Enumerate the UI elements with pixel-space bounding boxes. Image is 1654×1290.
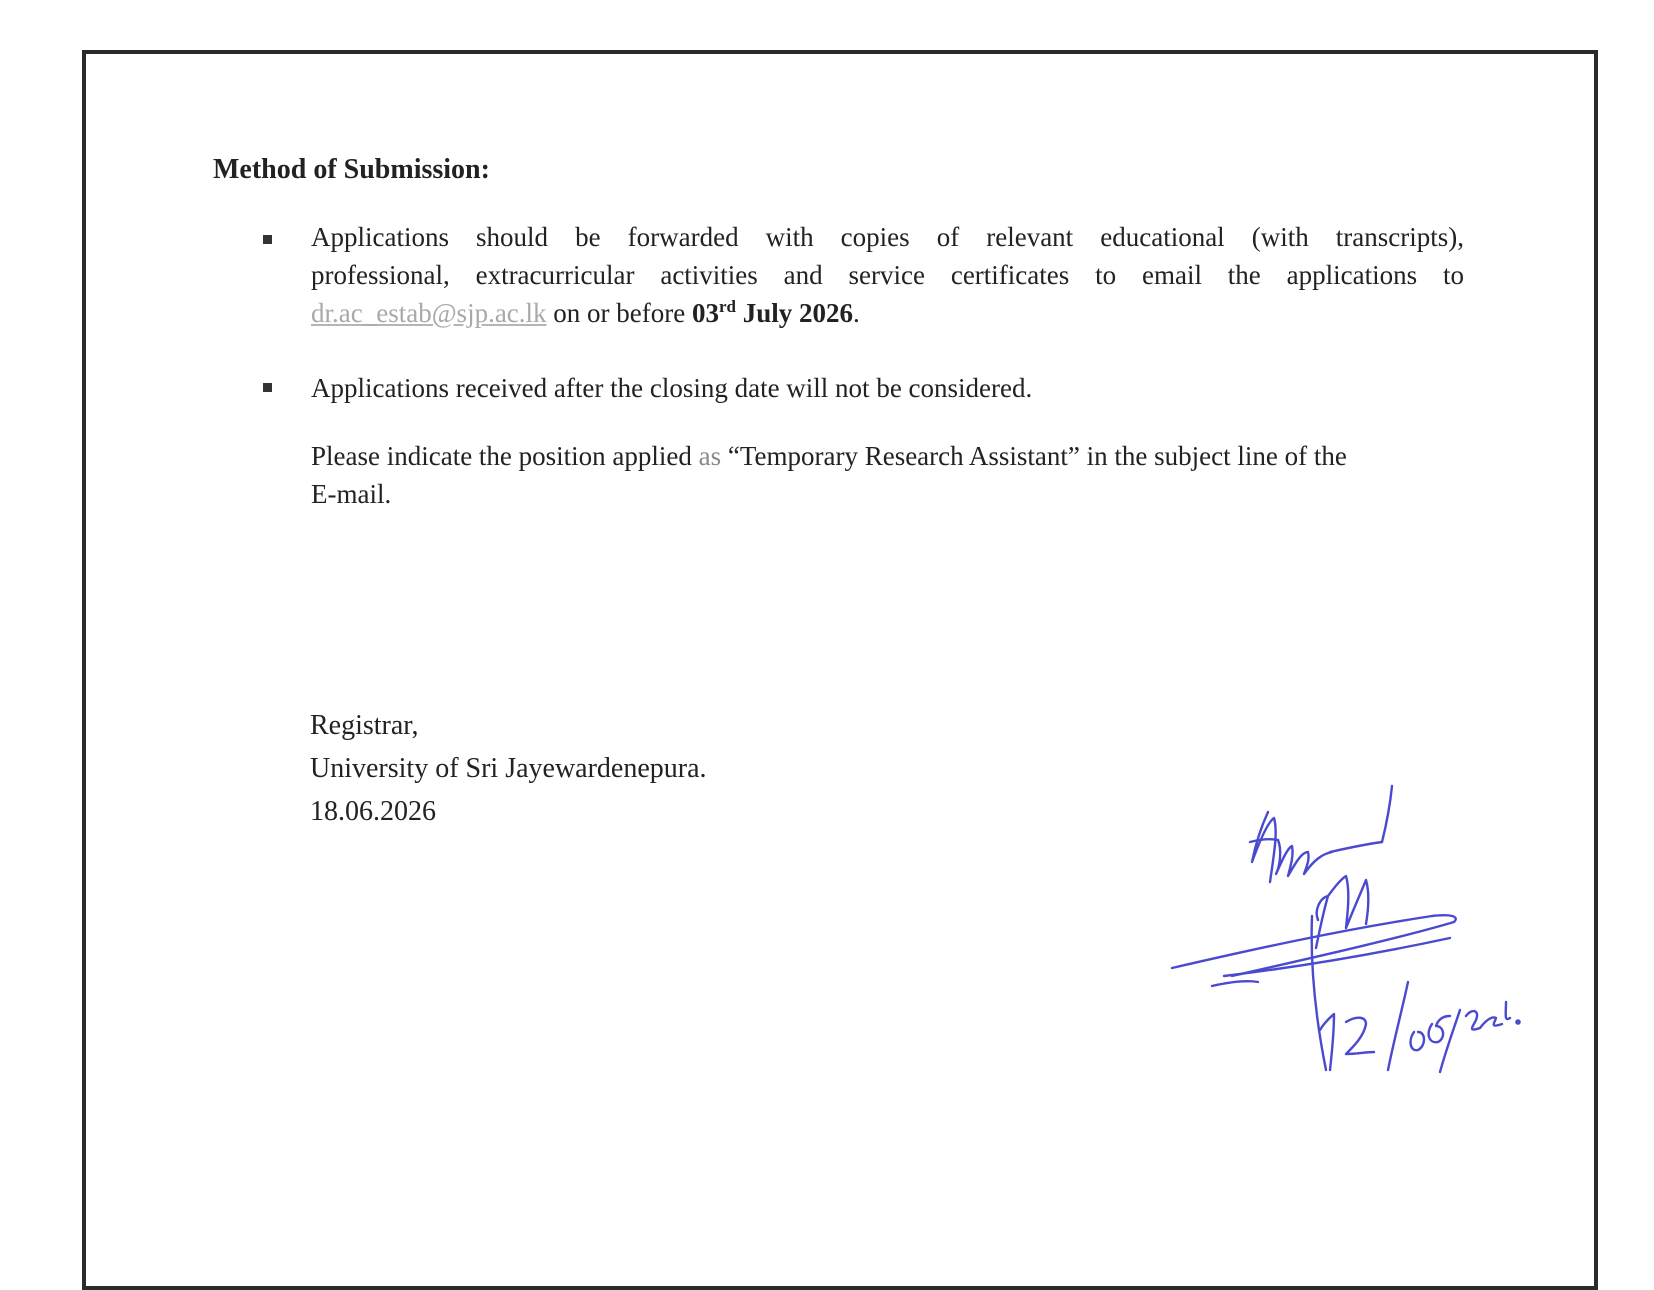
signatory-block xyxy=(310,704,707,833)
signatory-institution: University of Sri Jayewardenepura. xyxy=(310,753,707,784)
bullet-1-line-2: professional, extracurricular activities and service certificates to email the applications to xyxy=(311,260,1464,290)
deadline-prefix: on or before xyxy=(546,298,692,328)
email-link[interactable]: dr.ac_estab@sjp.ac.lk xyxy=(311,298,547,328)
bullet-1-line-3 xyxy=(311,298,860,328)
deadline-suffix: rd xyxy=(719,297,736,316)
deadline-month-year: July 2026 xyxy=(736,298,854,328)
note-faded-word: as xyxy=(698,441,722,471)
signatory-date: 18.06.2026 xyxy=(310,796,436,827)
note-line-1 xyxy=(311,441,1347,471)
deadline-day: 03 xyxy=(692,298,719,328)
bullet-item-1 xyxy=(311,218,1464,332)
note-line-2: E-mail. xyxy=(311,479,392,509)
note-text-start: Please indicate the position applied xyxy=(311,441,699,471)
bullet-marker-2 xyxy=(263,383,272,392)
subject-line-note xyxy=(311,437,1464,513)
signatory-title: Registrar, xyxy=(310,710,419,741)
bullet-marker-1 xyxy=(263,235,272,244)
deadline-date xyxy=(692,298,853,328)
section-heading: Method of Submission: xyxy=(213,154,490,185)
bullet-item-2: Applications received after the closing date will not be considered. xyxy=(311,373,1033,403)
bullet-1-line-1: Applications should be forwarded with copies of relevant educational (with transcripts), xyxy=(311,222,1464,252)
note-text-end: “Temporary Research Assistant” in the subject line of the xyxy=(721,441,1347,471)
deadline-end-punct: . xyxy=(853,298,860,328)
handwritten-signature xyxy=(1170,770,1590,1130)
